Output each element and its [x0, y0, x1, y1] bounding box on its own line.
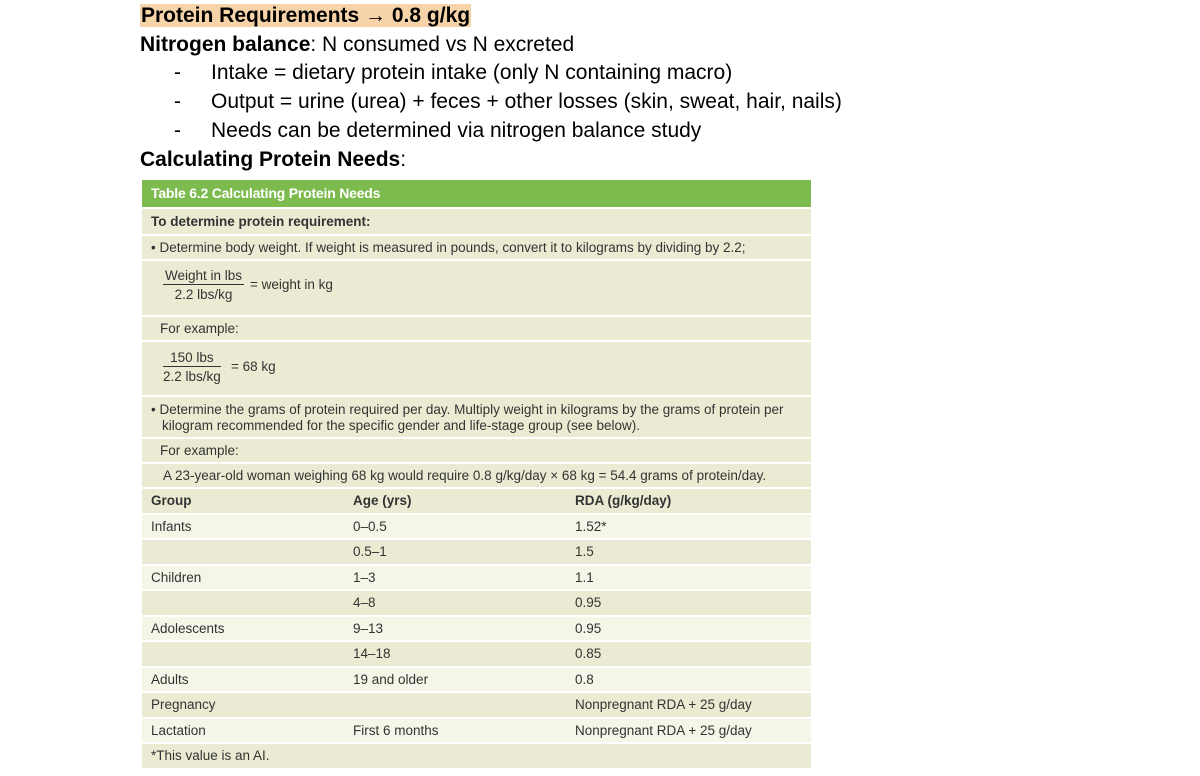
bullet-marker: -	[174, 61, 181, 85]
table-row	[142, 615, 811, 640]
protein-needs-table	[142, 180, 811, 768]
cell-group: Adults	[151, 672, 189, 687]
cell-group: Adolescents	[151, 621, 225, 636]
formula-numerator: Weight in lbs	[165, 268, 243, 283]
cell-group: Lactation	[151, 723, 206, 738]
cell-group: Infants	[151, 519, 192, 534]
cell-age: First 6 months	[353, 723, 439, 738]
bullet-marker: -	[174, 90, 181, 114]
formula-weight-fraction	[163, 268, 244, 302]
bullet-marker: -	[174, 118, 181, 142]
step-2-line-1: • Determine the grams of protein required per day. Multiply weight in kilograms by the grams of protein per	[151, 402, 784, 417]
table-row	[142, 589, 811, 615]
calculating-colon: :	[400, 147, 407, 171]
formula-example-fraction	[163, 350, 221, 384]
column-header-group: Group	[151, 493, 192, 508]
table-row	[142, 717, 811, 742]
cell-rda: 1.5	[575, 544, 594, 559]
cell-age: 14–18	[353, 646, 391, 661]
table-intro: To determine protein requirement:	[142, 207, 811, 234]
calculating-line	[140, 146, 842, 175]
nitrogen-balance-text: : N consumed vs N excreted	[310, 32, 575, 56]
bullet-text: Output = urine (urea) + feces + other losses (skin, sweat, hair, nails)	[211, 90, 842, 114]
table-row	[142, 564, 811, 589]
cell-rda: 0.95	[575, 621, 602, 636]
column-header-rda: RDA (g/kg/day)	[575, 493, 672, 508]
bullet-needs	[140, 117, 842, 146]
formula-result: = weight in kg	[250, 277, 333, 292]
nitrogen-balance-label: Nitrogen balance	[140, 32, 311, 56]
nitrogen-balance-line	[140, 31, 842, 60]
table-row	[142, 666, 811, 691]
formula-example-row	[142, 340, 811, 395]
protein-requirements-heading: Protein Requirements → 0.8 g/kg	[141, 4, 471, 27]
cell-group: Pregnancy	[151, 697, 216, 712]
formula-denominator: 2.2 lbs/kg	[174, 287, 233, 302]
table-row	[142, 538, 811, 564]
formula-numerator: 150 lbs	[163, 350, 221, 367]
cell-rda: 0.8	[575, 672, 594, 687]
table-footnote: *This value is an AI.	[142, 742, 811, 768]
cell-rda: Nonpregnant RDA + 25 g/day	[575, 697, 752, 712]
cell-age: 4–8	[353, 595, 376, 610]
cell-rda: 0.85	[575, 646, 602, 661]
table-column-headers	[142, 487, 811, 513]
bullet-text: Needs can be determined via nitrogen balance study	[211, 118, 702, 142]
for-example-label: For example:	[142, 315, 811, 340]
heading-line	[140, 2, 842, 31]
notes-section	[140, 2, 842, 174]
bullet-output	[140, 88, 842, 117]
table-step-1: • Determine body weight. If weight is measured in pounds, convert it to kilograms by dividing by 2.2;	[142, 234, 811, 259]
cell-age: 0.5–1	[353, 544, 387, 559]
cell-rda: 1.52*	[575, 519, 607, 534]
cell-age: 9–13	[353, 621, 384, 636]
table-row	[142, 691, 811, 717]
for-example-label: For example:	[142, 437, 811, 462]
column-header-age: Age (yrs)	[353, 493, 412, 508]
formula-denominator: 2.2 lbs/kg	[163, 369, 221, 384]
cell-age: 19 and older	[353, 672, 429, 687]
table-step-2	[142, 395, 811, 437]
calculating-protein-needs-label: Calculating Protein Needs	[140, 147, 401, 171]
example-sentence: A 23-year-old woman weighing 68 kg would require 0.8 g/kg/day × 68 kg = 54.4 grams of protein/day.	[142, 462, 811, 487]
cell-rda: Nonpregnant RDA + 25 g/day	[575, 723, 752, 738]
table-row	[142, 513, 811, 538]
table-title: Table 6.2 Calculating Protein Needs	[142, 180, 811, 207]
cell-age: 1–3	[353, 570, 376, 585]
cell-rda: 1.1	[575, 570, 594, 585]
cell-group: Children	[151, 570, 202, 585]
cell-rda: 0.95	[575, 595, 602, 610]
step-2-line-2: kilogram recommended for the specific gender and life-stage group (see below).	[162, 418, 640, 433]
bullet-text: Intake = dietary protein intake (only N containing macro)	[211, 61, 733, 85]
cell-age: 0–0.5	[353, 519, 387, 534]
formula-weight-row	[142, 259, 811, 315]
formula-result: = 68 kg	[231, 359, 276, 374]
bullet-intake	[140, 59, 842, 88]
table-row	[142, 640, 811, 666]
